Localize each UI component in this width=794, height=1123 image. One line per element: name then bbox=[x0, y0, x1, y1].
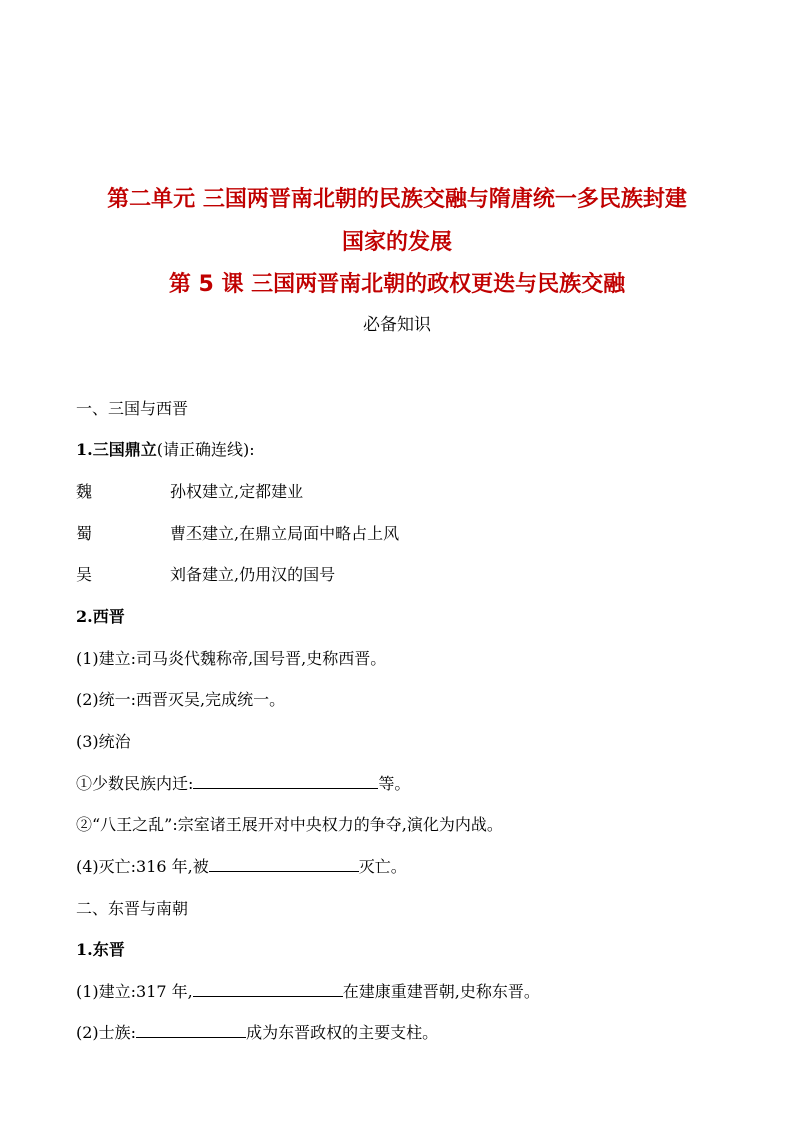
matching-left-shu: 蜀 bbox=[76, 524, 93, 543]
western-jin-p4-prefix: (4)灭亡:316 年,被 bbox=[76, 857, 209, 876]
western-jin-p3a bbox=[76, 773, 410, 795]
western-jin-p3a-suffix: 等。 bbox=[378, 774, 411, 793]
item-western-jin-label: 2.西晋 bbox=[76, 607, 125, 626]
matching-right-3: 刘备建立,仍用汉的国号 bbox=[170, 565, 336, 584]
western-jin-p3b: ②“八王之乱”:宗室诸王展开对中央权力的争夺,演化为内战。 bbox=[76, 815, 503, 834]
fill-blank-founder[interactable] bbox=[193, 981, 343, 997]
western-jin-p3a-prefix: ①少数民族内迁: bbox=[76, 774, 194, 793]
fill-blank-gentry[interactable] bbox=[136, 1022, 246, 1038]
eastern-jin-p2 bbox=[76, 1022, 438, 1044]
unit-title-line1: 第二单元 三国两晋南北朝的民族交融与隋唐统一多民族封建 bbox=[107, 187, 687, 212]
matching-right-2: 曹丕建立,在鼎立局面中略占上风 bbox=[170, 524, 400, 543]
western-jin-p4-suffix: 灭亡。 bbox=[358, 857, 407, 876]
western-jin-p2: (2)统一:西晋灭吴,完成统一。 bbox=[76, 690, 286, 709]
western-jin-p4 bbox=[76, 856, 407, 878]
item-three-kingdoms-label: 1.三国鼎立 bbox=[76, 440, 157, 459]
lesson-title: 第 5 课 三国两晋南北朝的政权更迭与民族交融 bbox=[168, 272, 626, 297]
eastern-jin-p1-suffix: 在建康重建晋朝,史称东晋。 bbox=[342, 982, 540, 1001]
eastern-jin-p1-prefix: (1)建立:317 年, bbox=[76, 982, 193, 1001]
part1-heading: 一、三国与西晋 bbox=[76, 399, 189, 418]
eastern-jin-p2-prefix: (2)士族: bbox=[76, 1023, 137, 1042]
fill-blank-destroyer[interactable] bbox=[209, 856, 359, 872]
part2-heading: 二、东晋与南朝 bbox=[76, 899, 189, 918]
matching-right-1: 孙权建立,定都建业 bbox=[170, 482, 304, 501]
matching-left-wei: 魏 bbox=[76, 482, 93, 501]
fill-blank-minorities[interactable] bbox=[193, 773, 378, 789]
matching-left-wu: 吴 bbox=[76, 565, 93, 584]
western-jin-p3: (3)统治 bbox=[76, 732, 131, 751]
unit-title-line2: 国家的发展 bbox=[341, 230, 452, 255]
item-three-kingdoms bbox=[76, 439, 255, 461]
eastern-jin-p1 bbox=[76, 981, 540, 1003]
eastern-jin-p2-suffix: 成为东晋政权的主要支柱。 bbox=[246, 1023, 439, 1042]
item-eastern-jin-label: 1.东晋 bbox=[76, 940, 125, 959]
section-label: 必备知识 bbox=[363, 315, 431, 335]
item-three-kingdoms-note: (请正确连线): bbox=[156, 440, 255, 459]
western-jin-p1: (1)建立:司马炎代魏称帝,国号晋,史称西晋。 bbox=[76, 649, 387, 668]
